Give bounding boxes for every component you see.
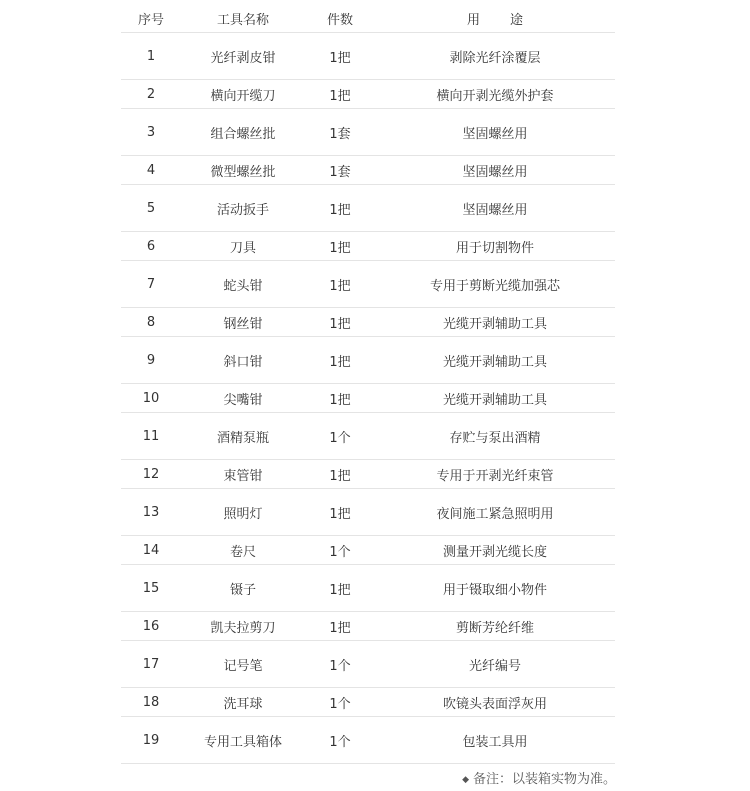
cell-name: 凯夫拉剪刀 [181, 612, 305, 641]
cell-use: 夜间施工紧急照明用 [375, 489, 615, 536]
cell-no: 6 [121, 232, 181, 261]
cell-qty: 1套 [305, 156, 375, 185]
table-row [121, 261, 615, 308]
cell-qty: 1个 [305, 536, 375, 565]
cell-name: 钢丝钳 [181, 308, 305, 337]
header-use-part2: 途 [510, 12, 524, 28]
header-use-part1: 用 [466, 12, 480, 28]
cell-qty: 1把 [305, 308, 375, 337]
cell-use: 光缆开剥辅助工具 [375, 384, 615, 413]
cell-qty: 1把 [305, 489, 375, 536]
cell-qty: 1把 [305, 337, 375, 384]
cell-no: 14 [121, 536, 181, 565]
footnote [462, 768, 616, 787]
cell-qty: 1个 [305, 717, 375, 764]
table-header-row [121, 4, 615, 33]
cell-name: 横向开缆刀 [181, 80, 305, 109]
cell-no: 2 [121, 80, 181, 109]
cell-qty: 1把 [305, 261, 375, 308]
cell-qty: 1个 [305, 641, 375, 688]
cell-use: 专用于剪断光缆加强芯 [375, 261, 615, 308]
table-row [121, 337, 615, 384]
table-row [121, 80, 615, 109]
cell-qty: 1把 [305, 384, 375, 413]
header-use [375, 4, 615, 33]
cell-no: 12 [121, 460, 181, 489]
cell-name: 卷尺 [181, 536, 305, 565]
cell-no: 13 [121, 489, 181, 536]
cell-no: 10 [121, 384, 181, 413]
header-name: 工具名称 [181, 4, 305, 33]
cell-qty: 1套 [305, 109, 375, 156]
header-no: 序号 [121, 4, 181, 33]
cell-no: 16 [121, 612, 181, 641]
cell-use: 横向开剥光缆外护套 [375, 80, 615, 109]
cell-use: 坚固螺丝用 [375, 185, 615, 232]
cell-no: 1 [121, 33, 181, 80]
cell-name: 微型螺丝批 [181, 156, 305, 185]
cell-name: 记号笔 [181, 641, 305, 688]
cell-qty: 1把 [305, 185, 375, 232]
table-row [121, 536, 615, 565]
cell-qty: 1个 [305, 688, 375, 717]
cell-use: 光缆开剥辅助工具 [375, 337, 615, 384]
cell-qty: 1把 [305, 232, 375, 261]
cell-name: 光纤剥皮钳 [181, 33, 305, 80]
cell-qty: 1把 [305, 460, 375, 489]
cell-no: 8 [121, 308, 181, 337]
table-row [121, 641, 615, 688]
cell-use: 剪断芳纶纤维 [375, 612, 615, 641]
cell-qty: 1把 [305, 33, 375, 80]
cell-no: 19 [121, 717, 181, 764]
cell-name: 活动扳手 [181, 185, 305, 232]
cell-use: 测量开剥光缆长度 [375, 536, 615, 565]
cell-qty: 1把 [305, 565, 375, 612]
footnote-text: 备注：以装箱实物为准。 [472, 772, 616, 787]
cell-name: 镊子 [181, 565, 305, 612]
table-row [121, 308, 615, 337]
cell-name: 组合螺丝批 [181, 109, 305, 156]
table-row [121, 33, 615, 80]
cell-name: 斜口钳 [181, 337, 305, 384]
cell-use: 存贮与泵出酒精 [375, 413, 615, 460]
cell-no: 17 [121, 641, 181, 688]
table-row [121, 232, 615, 261]
cell-qty: 1把 [305, 80, 375, 109]
tool-list-table [121, 4, 615, 764]
cell-name: 蛇头钳 [181, 261, 305, 308]
table-row [121, 109, 615, 156]
cell-qty: 1个 [305, 413, 375, 460]
header-qty: 件数 [305, 4, 375, 33]
cell-no: 11 [121, 413, 181, 460]
cell-no: 18 [121, 688, 181, 717]
table-row [121, 413, 615, 460]
cell-use: 包装工具用 [375, 717, 615, 764]
table-row [121, 688, 615, 717]
cell-use: 用于镊取细小物件 [375, 565, 615, 612]
table-row [121, 489, 615, 536]
cell-use: 坚固螺丝用 [375, 109, 615, 156]
table-row [121, 185, 615, 232]
cell-use: 专用于开剥光纤束管 [375, 460, 615, 489]
cell-use: 用于切割物件 [375, 232, 615, 261]
cell-name: 刀具 [181, 232, 305, 261]
cell-no: 4 [121, 156, 181, 185]
cell-name: 专用工具箱体 [181, 717, 305, 764]
table-row [121, 717, 615, 764]
cell-no: 15 [121, 565, 181, 612]
cell-use: 剥除光纤涂覆层 [375, 33, 615, 80]
table-row [121, 565, 615, 612]
diamond-bullet-icon: ◆ [462, 775, 469, 785]
cell-use: 光纤编号 [375, 641, 615, 688]
cell-name: 束管钳 [181, 460, 305, 489]
cell-no: 5 [121, 185, 181, 232]
table-row [121, 156, 615, 185]
table-row [121, 460, 615, 489]
cell-no: 3 [121, 109, 181, 156]
table-row [121, 384, 615, 413]
cell-no: 7 [121, 261, 181, 308]
cell-name: 尖嘴钳 [181, 384, 305, 413]
cell-name: 照明灯 [181, 489, 305, 536]
cell-qty: 1把 [305, 612, 375, 641]
cell-name: 洗耳球 [181, 688, 305, 717]
cell-use: 坚固螺丝用 [375, 156, 615, 185]
cell-use: 光缆开剥辅助工具 [375, 308, 615, 337]
cell-no: 9 [121, 337, 181, 384]
table-row [121, 612, 615, 641]
cell-name: 酒精泵瓶 [181, 413, 305, 460]
cell-use: 吹镜头表面浮灰用 [375, 688, 615, 717]
